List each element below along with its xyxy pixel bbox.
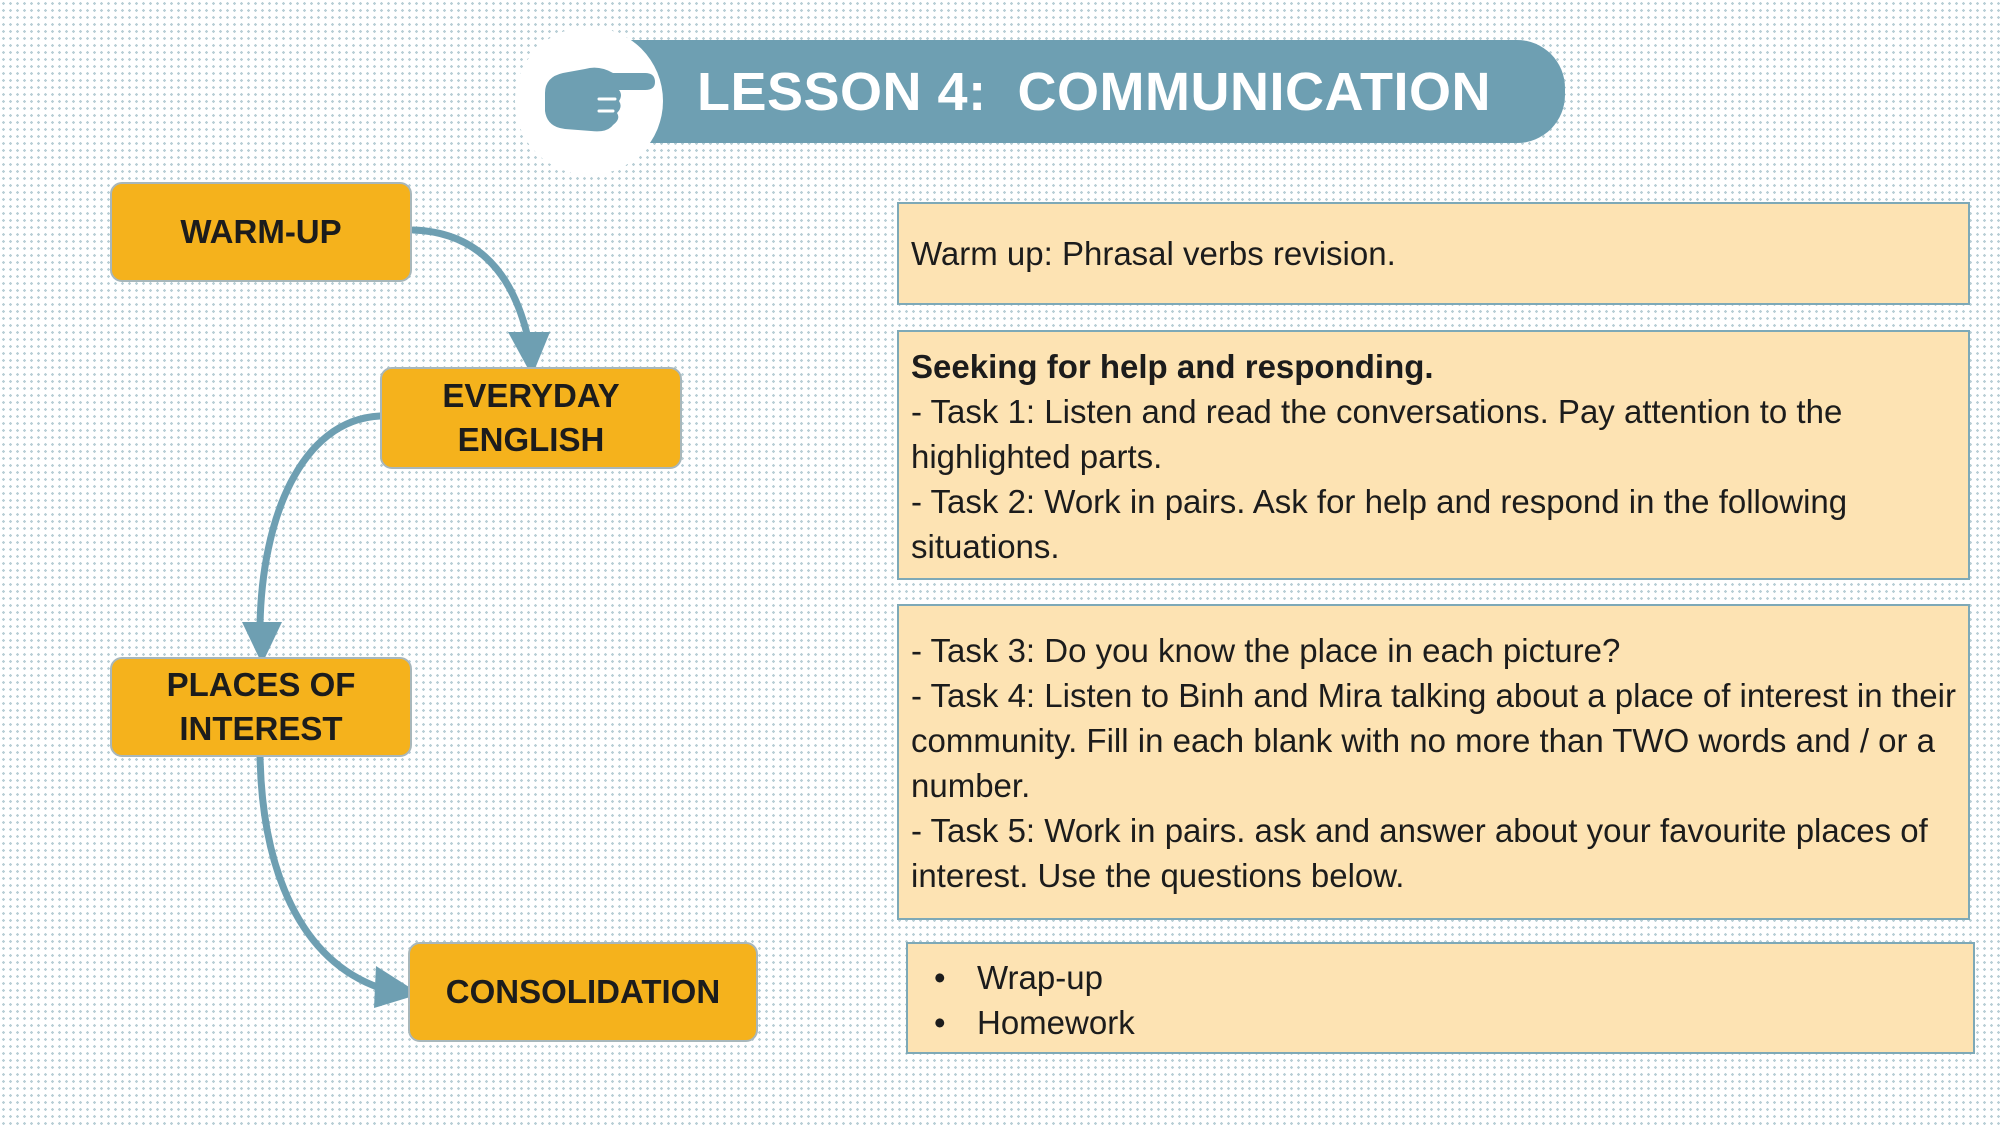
step-label: WARM-UP (180, 213, 342, 250)
consolidation-list (920, 955, 1961, 1045)
task-5-text: - Task 5: Work in pairs. ask and answer about your favourite places of interest. Use the questions below. (911, 812, 1928, 894)
step-warm-up (110, 182, 412, 282)
step-label: CONSOLIDATION (445, 973, 721, 1010)
arrow-warmup-to-everyday (413, 230, 528, 338)
everyday-info-box (897, 330, 1970, 580)
arrow-everyday-to-places (260, 416, 380, 625)
task-1-text: - Task 1: Listen and read the conversations. Pay attention to the highlighted parts. (911, 393, 1843, 475)
step-everyday-english (380, 367, 682, 469)
warmup-text: Warm up: Phrasal verbs revision. (911, 235, 1396, 272)
consolidation-info-box (906, 942, 1975, 1054)
arrow-places-to-consolidation (260, 755, 380, 988)
page-title: LESSON 4: COMMUNICATION (697, 62, 1491, 122)
warmup-info-box (897, 202, 1970, 305)
list-item-homework: • Homework (920, 1000, 1961, 1045)
step-places-of-interest (110, 657, 412, 757)
list-item-wrap-up: • Wrap-up (920, 955, 1961, 1000)
places-info-box (897, 604, 1970, 920)
task-4-text: - Task 4: Listen to Binh and Mira talking about a place of interest in their community. Fill in each blank with no more than TWO words and / or a number. (911, 677, 1956, 804)
everyday-heading: Seeking for help and responding. (911, 348, 1434, 385)
task-2-text: - Task 2: Work in pairs. Ask for help and respond in the following situations. (911, 483, 1848, 565)
step-label: EVERYDAY ENGLISH (442, 377, 620, 458)
step-consolidation (408, 942, 758, 1042)
step-label: PLACES OF INTEREST (166, 666, 356, 747)
task-3-text: - Task 3: Do you know the place in each picture? (911, 632, 1621, 669)
